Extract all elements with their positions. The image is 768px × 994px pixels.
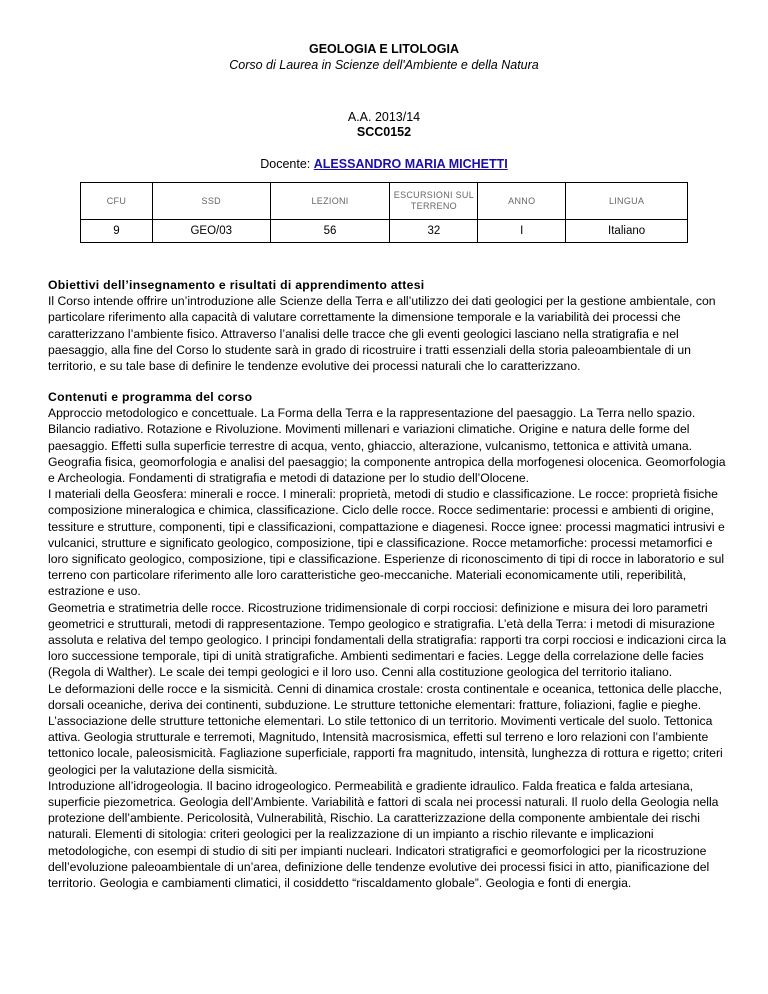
cell-lingua: Italiano	[566, 220, 688, 243]
cell-cfu: 9	[81, 220, 153, 243]
docente-line	[0, 157, 768, 172]
header-cfu: CFU	[81, 183, 153, 220]
course-info-table	[80, 182, 688, 243]
docente-link[interactable]: ALESSANDRO MARIA MICHETTI	[313, 157, 508, 171]
cell-escursioni: 32	[390, 220, 478, 243]
academic-year: A.A. 2013/14	[347, 110, 421, 124]
section-paragraph: I materiali della Geosfera: minerali e rocce. I minerali: proprietà, metodi di studio e classificazione. Le rocce: proprietà fisiche composizione mineralogica e chimica, classificazione. Ciclo delle rocce. Rocce sedimentarie: processi e ambienti di origine, tessiture e strutture, componenti, tipi e classificazioni, compattazione e diagenesi. Rocce ignee: processi magmatici intrusivi e vulcanici, strutture e significato geologico, composizione, tipi e classificazione. Rocce metamorfiche: processi metamorfici e loro significato geologico, composizione, tipi e classificazione. Esperienze di riconoscimento di tipi di rocce in laboratorio e sul terreno con particolare riferimento alle loro caratteristiche geo-meccaniche. Materiali economicamente utili, reperibilità, estrazione e uso.	[48, 487, 725, 599]
table-header-row	[81, 183, 688, 220]
table-row	[81, 220, 688, 243]
course-code: SCC0152	[356, 125, 412, 139]
section-contents	[48, 389, 732, 891]
section-paragraph: Introduzione all’idrogeologia. Il bacino idrogeologico. Permeabilità e gradiente idraulico. Falda freatica e falda artesiana, superficie piezometrica. Geologia dell’Ambiente. Variabilità e fattori di scala nei processi naturali. Il ruolo della Geologia nella protezione dell’ambiente. Pericolosità, Vulnerabilità, Rischio. La caratterizzazione della componente ambientale dei rischi naturali. Elementi di sitologia: criteri geologici per la realizzazione di un impianto a rischio rilevante e implicazioni metodologiche, con esempi di studio di siti per impianti nucleari. Indicatori stratigrafici e geomorfologici per la ricostruzione dell’evoluzione paleoambientale di un’area, definizione delle tendenze evolutive dei processi fisici in atto, pianificazione del territorio. Geologia e cambiamenti climatici, il cosiddetto “riscaldamento globale”. Geologia e fonti di energia.	[48, 778, 719, 891]
course-subtitle: Corso di Laurea in Scienze dell'Ambiente e della Natura	[229, 58, 539, 72]
section-heading: Obiettivi dell’insegnamento e risultati di apprendimento attesi	[48, 278, 425, 292]
course-title: GEOLOGIA E LITOLOGIA	[308, 42, 459, 56]
header-lingua: LINGUA	[566, 183, 688, 220]
section-paragraph: Il Corso intende offrire un’introduzione alle Scienze della Terra e all’utilizzo dei dati geologici per la gestione ambientale, con particolare riferimento alla capacità di valutare correttamente la dimensione temporale e la variabilità dei processi che caratterizzano l’ambiente fisico. Attraverso l’analisi delle tracce che gli eventi geologici lasciano nella stratigrafia e nel paesaggio, alla fine del Corso lo studente sarà in grado di ricostruire i tratti essenziali della storia paleoambientale di un territorio, e su tale base di definire le tendenze evolutive dei processi naturali che lo caratterizzano.	[48, 294, 716, 374]
section-paragraph: Le deformazioni delle rocce e la sismicità. Cenni di dinamica crostale: crosta continentale e oceanica, tettonica delle placche, dorsali oceaniche, deriva dei continenti, subduzione. Le strutture tettoniche elementari: fratture, foliazioni, faglie e pieghe. L’associazione delle strutture tettoniche elementari. Lo stile tettonico di un territorio. Movimenti verticale del suolo. Tettonica attiva. Geologia strutturale e terremoti, Magnitudo, Intensità macrosismica, effetti sul terreno e loro relazioni con l’ambiente tettonico locale, paleosismicità. Fagliazione superficiale, rapporti fra magnitudo, intensità, lunghezza di rottura e rigetto; criteri geologici per la valutazione della sismicità.	[48, 681, 723, 777]
section-paragraph: Geometria e stratimetria delle rocce. Ricostruzione tridimensionale di corpi rocciosi: definizione e misura dei loro parametri geometrici e strutturali, metodi di rappresentazione. Tempo geologico e stratigrafia. L’età della Terra: i metodi di misurazione assoluta e relativa del tempo geologico. I principi fondamentali della stratigrafia: rapporti tra corpi rocciosi e indicazioni circa la loro successione temporale, tipi di unità stratigrafiche. Ambienti sedimentari e facies. Legge della correlazione delle facies (Regola di Walther). Le scale dei tempi geologici e il loro uso. Cenni alla costituzione geologica del territorio italiano.	[48, 600, 727, 680]
docente-label: Docente:	[260, 157, 314, 171]
cell-lezioni: 56	[270, 220, 390, 243]
cell-anno: I	[478, 220, 566, 243]
section-paragraph: Approccio metodologico e concettuale. La Forma della Terra e la rappresentazione del paesaggio. La Terra nello spazio. Bilancio radiativo. Rotazione e Rivoluzione. Movimenti millenari e variazioni climatiche. Origine e natura delle forme del paesaggio. Effetti sulla superficie terrestre di acqua, vento, ghiaccio, alterazione, vulcanismo, tettonica e attività umana. Geografia fisica, geomorfologia e analisi del paesaggio; la componente antropica della morfogenesi olocenica. Geomorfologia e Archeologia. Fondamenti di stratigrafia e metodi di datazione per lo studio dell’Olocene.	[48, 406, 726, 486]
section-objectives	[48, 277, 732, 374]
cell-ssd: GEO/03	[152, 220, 270, 243]
header-escursioni: ESCURSIONI SUL TERRENO	[390, 183, 478, 220]
header-ssd: SSD	[152, 183, 270, 220]
header-lezioni: LEZIONI	[270, 183, 390, 220]
section-heading: Contenuti e programma del corso	[48, 390, 253, 404]
header-anno: ANNO	[478, 183, 566, 220]
